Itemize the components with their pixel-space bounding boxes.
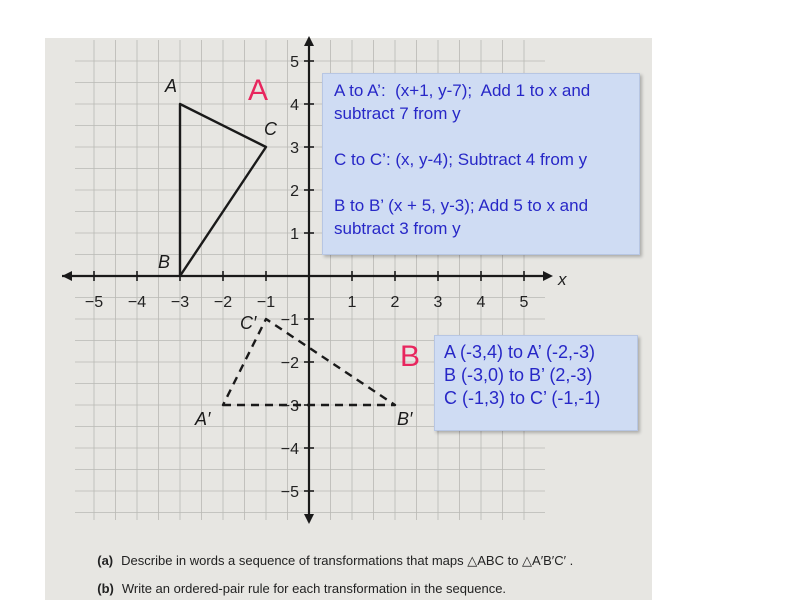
x-tick-label: −1 (256, 294, 276, 311)
x-axis-label: x (558, 270, 567, 289)
y-tick-label: −1 (280, 312, 299, 329)
callout-a (322, 73, 640, 255)
callout-b-line-1: A (-3,4) to A’ (-2,-3) (444, 342, 596, 362)
y-tick-label: 3 (290, 140, 299, 157)
callout-b (434, 335, 638, 431)
y-tick-label: −4 (280, 441, 299, 458)
vertex-label-c: C (264, 119, 277, 139)
y-tick-label: 4 (290, 97, 299, 114)
callout-b-line-3: C (-1,3) to C’ (-1,-1) (444, 388, 601, 408)
y-axis-arrow-down (304, 514, 314, 524)
y-tick-label: 1 (290, 226, 299, 243)
y-tick-label: −2 (280, 355, 299, 372)
x-tick-label: −2 (213, 294, 233, 311)
x-axis-arrow-left (62, 271, 72, 281)
marker-b-label: B (400, 340, 421, 373)
question-b-label: (b) (97, 581, 114, 596)
question-a (90, 538, 573, 569)
question-b (90, 566, 506, 596)
vertex-label-b-prime: B′ (397, 409, 413, 429)
vertex-label-b: B (158, 252, 171, 272)
x-tick-label: 5 (519, 294, 529, 311)
x-tick-label: 4 (476, 294, 486, 311)
vertex-label-a: A (165, 76, 178, 96)
marker-a-label: A (248, 74, 269, 107)
question-a-label: (a) (97, 553, 114, 568)
vertex-label-a-prime: A′ (195, 409, 211, 429)
y-axis-arrow-up (304, 36, 314, 46)
question-a-text: Describe in words a sequence of transformations that maps △ABC to △A′B′C′ . (121, 553, 574, 568)
callout-a-line-1: A to A’: (x+1, y-7); Add 1 to x and subtract 7 from y (334, 81, 595, 123)
question-b-text: Write an ordered-pair rule for each transformation in the sequence. (121, 581, 507, 596)
y-tick-label: −3 (280, 398, 299, 415)
y-tick-label: −5 (280, 484, 299, 501)
y-tick-label: 2 (290, 183, 299, 200)
x-tick-label: −5 (84, 294, 104, 311)
x-tick-label: 2 (390, 294, 400, 311)
x-tick-label: −3 (170, 294, 190, 311)
x-tick-label: 3 (433, 294, 443, 311)
callout-a-line-2: C to C’: (x, y-4); Subtract 4 from y (334, 150, 588, 169)
callout-a-line-3: B to B’ (x + 5, y-3); Add 5 to x and subtract 3 from y (334, 196, 593, 238)
y-tick-label: 5 (290, 54, 299, 71)
x-tick-label: 1 (347, 294, 357, 311)
x-axis-arrow-right (543, 271, 553, 281)
vertex-label-c-prime: C′ (240, 313, 257, 333)
callout-b-line-2: B (-3,0) to B’ (2,-3) (444, 365, 593, 385)
x-tick-label: −4 (127, 294, 147, 311)
